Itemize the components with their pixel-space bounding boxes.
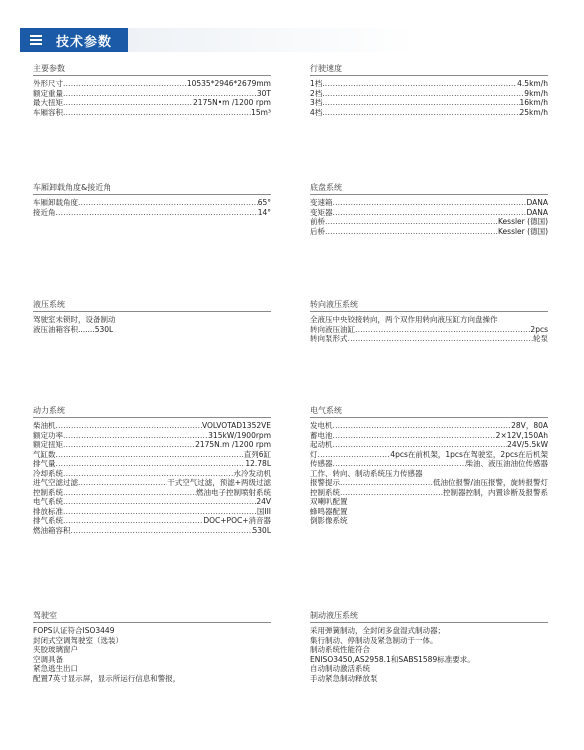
- section-travel-speed: [310, 63, 548, 117]
- spec-line: FOPS认证符合ISO3449: [33, 626, 115, 635]
- spec-row: 后桥 ..... Kessler (德国): [310, 227, 548, 237]
- spec-row: 灯 ..... 4pcs在前机架，1pcs在驾驶室，2pcs在后机架: [310, 450, 548, 460]
- section-power: [33, 405, 271, 535]
- section-title: 底盘系统: [310, 182, 548, 195]
- spec-line: 采用弹簧制动，全封闭多盘湿式制动器；: [310, 626, 445, 635]
- section-title: 驾驶室: [33, 610, 271, 623]
- spec-row: 排气量 ..... 12.78L: [33, 459, 271, 469]
- spec-row: 4档 ..... 25km/h: [310, 108, 548, 118]
- section-dump-angle: [33, 182, 271, 217]
- spec-row: 外形尺寸 ..... 10535*2946*2679mm: [33, 79, 271, 89]
- spec-row: 控制系统 ..... 控制器控制，内置诊断及报警系: [310, 488, 548, 498]
- spec-row: 柴油机 ..... VOLVOTAD1352VE: [33, 421, 271, 431]
- section-title: 转向液压系统: [310, 299, 548, 312]
- spec-row: 转向液压油缸 ..... 2pcs: [310, 325, 548, 335]
- spec-row: 液压油箱容积.......530L: [33, 324, 114, 334]
- section-brake: [310, 610, 548, 683]
- header-strip: [128, 28, 418, 52]
- spec-row: 冷却系统 ..... 水冷发动机: [33, 469, 271, 479]
- section-title: 电气系统: [310, 405, 548, 418]
- spec-line: 手动紧急制动释放泵: [310, 673, 378, 683]
- spec-row: 燃油箱容积 ..... 530L: [33, 526, 271, 536]
- spec-row: 额定功率 ..... 315kW/1900rpm: [33, 431, 271, 441]
- section-title: 液压系统: [33, 299, 271, 312]
- spec-row: 车厢容积 ..... 15m³: [33, 108, 271, 118]
- spec-row: 前桥 ..... Kessler (德国): [310, 217, 548, 227]
- spec-row: 额定扭矩 ..... 2175N.m /1200 rpm: [33, 440, 271, 450]
- spec-row: 排气系统 ..... DOC+POC+消音器: [33, 516, 271, 526]
- spec-line: 工作、转向、制动系统压力传感器: [310, 468, 423, 478]
- spec-row: 最大扭矩 ..... 2175N•m /1200 rpm: [33, 98, 271, 108]
- spec-row: 1档 ..... 4.5km/h: [310, 79, 548, 89]
- spec-row: 报警提示 ..... 低油位报警/油压报警，旋转报警灯: [310, 478, 548, 488]
- section-electrical: [310, 405, 548, 526]
- spec-row: 车厢卸载角度 ..... 65°: [33, 198, 271, 208]
- spec-row: 排放标准 ..... 国III: [33, 507, 271, 517]
- section-main-params: [33, 63, 271, 117]
- spec-row: 进气空滤过滤 ..... 干式空气过滤，预滤+两级过滤: [33, 478, 271, 488]
- section-title: 行驶速度: [310, 63, 548, 76]
- spec-row: 2档 ..... 9km/h: [310, 89, 548, 99]
- spec-line: 自动制动激活系统: [310, 664, 370, 673]
- spec-row: 3档 ..... 16km/h: [310, 98, 548, 108]
- spec-row: 发电机 ..... 28V，80A: [310, 421, 548, 431]
- spec-line: 空调具备: [33, 654, 63, 664]
- section-title: 车厢卸载角度&接近角: [33, 182, 271, 195]
- spec-line: 封闭式空调驾驶室（选装）: [33, 635, 123, 645]
- page-title: 技术参数: [56, 34, 113, 50]
- spec-line: ENISO3450,AS2958.1和SABS1589标准要求。: [310, 654, 475, 664]
- spec-row: 变速箱 ..... DANA: [310, 198, 548, 208]
- spec-line: 紧急逃生出口: [33, 664, 78, 673]
- section-cab: [33, 610, 271, 683]
- spec-row: 电气系统 ..... 24V: [33, 497, 271, 507]
- spec-row: 转向泵形式 ..... 轮泵: [310, 334, 548, 344]
- header-bar: [20, 28, 128, 52]
- spec-row: 控制系统 ..... 燃油电子控制喷射系统: [33, 488, 271, 498]
- spec-line: 配置7英寸显示屏，显示所运行信息和警报，: [33, 673, 181, 683]
- spec-line: 驾驶室未锁时，设备制动: [33, 315, 116, 324]
- spec-row: 起动机 ..... 24V/5.5kW: [310, 440, 548, 450]
- spec-line: 夹胶玻璃窗户: [33, 645, 78, 654]
- section-title: 制动液压系统: [310, 610, 548, 623]
- spec-line: 倒影像系统: [310, 516, 348, 525]
- spec-line: 双喇叭配置: [310, 497, 348, 506]
- spec-line: 全液压中央铰接转向，两个双作用转向液压缸方向盘操作: [310, 315, 498, 324]
- section-chassis: [310, 182, 548, 236]
- section-title: 动力系统: [33, 405, 271, 418]
- spec-row: 额定重量 ..... 30T: [33, 89, 271, 99]
- menu-icon: [30, 35, 42, 45]
- section-title: 主要参数: [33, 63, 271, 76]
- spec-row: 气缸数 ..... 直列6缸: [33, 450, 271, 460]
- spec-line: 集行制动、停制动及紧急制动于一体。: [310, 635, 438, 645]
- spec-line: 蜂鸣器配置: [310, 506, 348, 516]
- spec-row: 接近角 ..... 14°: [33, 208, 271, 218]
- spec-row: 蓄电池 ..... 2×12V,150Ah: [310, 431, 548, 441]
- spec-row: 传感器 ..... 柴油、液压油油位传感器: [310, 459, 548, 469]
- spec-line: 制动系统性能符合: [310, 645, 370, 654]
- spec-row: 变矩器 ..... DANA: [310, 208, 548, 218]
- section-hydraulic: [33, 299, 271, 334]
- section-steering: [310, 299, 548, 344]
